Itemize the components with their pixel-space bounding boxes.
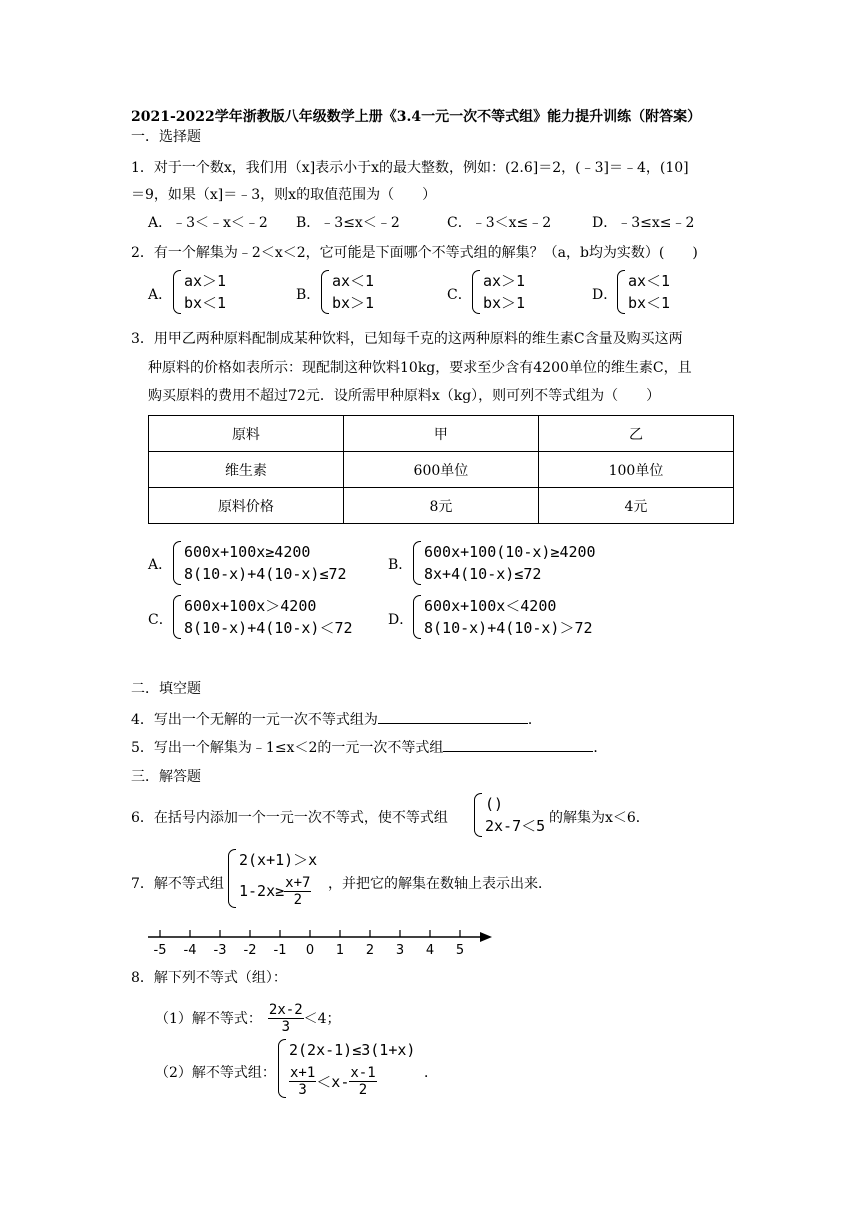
system-row: bx＜1 — [628, 294, 671, 312]
q8-part1 — [155, 1002, 341, 1035]
q2-stem: 2．有一个解集为﹣2＜x＜2，它可能是下面哪个不等式组的解集？（a，b均为实数）( ) — [131, 245, 698, 261]
q8-part1-post: ＜4； — [303, 1010, 341, 1027]
brace-icon — [472, 270, 480, 314]
system-row: 600x+100x≥4200 — [184, 543, 311, 561]
page-title: 2021-2022学年浙教版八年级数学上册《3.4一元一次不等式组》能力提升训练（附答案） — [131, 109, 702, 125]
q6-post: 的解集为x＜6． — [549, 810, 650, 826]
system-row-part: ＜x- — [316, 1072, 350, 1091]
table-row — [149, 416, 734, 452]
system-row — [239, 875, 317, 908]
system-row: bx＞1 — [332, 294, 375, 312]
brace-icon — [321, 270, 329, 314]
brace-icon — [173, 270, 181, 314]
number-line-tick-label: 5 — [455, 943, 465, 958]
number-line-tick-label: 0 — [305, 943, 315, 958]
q8-stem: 8．解下列不等式（组）： — [131, 970, 287, 986]
system-row: 8(10-x)+4(10-x)＜72 — [184, 619, 353, 637]
q3-option-c-label: C． — [148, 612, 173, 628]
fraction-numerator: x-1 — [350, 1065, 376, 1081]
system-row: ax＜1 — [628, 272, 671, 290]
q4-answer-blank[interactable] — [378, 709, 528, 724]
q2-option-a-label: A． — [148, 287, 173, 303]
number-line-tick-label: -4 — [183, 943, 197, 958]
q2-option-b-system — [321, 270, 374, 314]
brace-icon — [173, 541, 181, 585]
q3-option-a-system — [173, 541, 347, 585]
ingredient-table — [148, 415, 734, 524]
table-row — [149, 452, 734, 488]
number-line-tick-label: -2 — [243, 943, 257, 958]
fraction-denominator: 3 — [298, 1082, 307, 1098]
table-row — [149, 488, 734, 524]
system-row: 600x+100x＜4200 — [424, 597, 557, 615]
table-cell: 原料价格 — [149, 488, 344, 524]
system-row: 2x-7＜5 — [485, 817, 546, 835]
fraction-denominator: 2 — [358, 1082, 368, 1098]
number-line — [140, 926, 500, 960]
q1-option-b: B．﹣3≤x＜﹣2 — [296, 215, 400, 231]
q2-option-d-label: D． — [592, 287, 618, 303]
q5-answer-blank[interactable] — [443, 737, 593, 752]
table-cell: 100单位 — [538, 452, 733, 488]
system-row: 2(x+1)＞x — [239, 851, 318, 869]
brace-icon — [228, 849, 236, 908]
brace-icon — [413, 595, 421, 639]
q8-part1-pre: （1）解不等式： — [155, 1010, 262, 1027]
brace-icon — [413, 541, 421, 585]
q3-option-c-system — [173, 595, 353, 639]
q5-text: 5．写出一个解集为﹣1≤x＜2的一元一次不等式组 — [131, 740, 444, 756]
system-row: 8(10-x)+4(10-x)≤72 — [184, 565, 347, 583]
system-row: bx＜1 — [184, 294, 227, 312]
system-row: bx＞1 — [483, 294, 526, 312]
q1-option-d: D．﹣3≤x≤﹣2 — [592, 215, 695, 231]
brace-icon — [278, 1039, 286, 1098]
q5 — [131, 737, 607, 758]
number-line-tick-label: 3 — [395, 943, 405, 958]
fraction-numerator: x+7 — [285, 875, 311, 891]
q2-option-a-system — [173, 270, 226, 314]
q6-system — [474, 793, 545, 837]
fraction — [349, 1065, 376, 1098]
fraction-numerator: 2x-2 — [268, 1002, 303, 1018]
fraction — [284, 875, 311, 908]
brace-icon — [474, 793, 482, 837]
q3-option-d-system — [413, 595, 593, 639]
fraction-numerator: x+1 — [290, 1065, 316, 1081]
system-row: 8(10-x)+4(10-x)＞72 — [424, 619, 593, 637]
q7-system — [228, 849, 317, 908]
table-cell: 8元 — [343, 488, 538, 524]
section-answer-heading: 三．解答题 — [131, 769, 201, 785]
table-cell: 乙 — [538, 416, 733, 452]
fraction — [289, 1065, 316, 1098]
q3-line1: 3．用甲乙两种原料配制成某种饮料，已知每千克的这两种原料的维生素C含量及购买这两 — [131, 331, 683, 347]
q4 — [131, 709, 542, 730]
system-row: 8x+4(10-x)≤72 — [424, 565, 542, 583]
system-row-part: 1-2x≥ — [239, 882, 285, 900]
q4-text: 4．写出一个无解的一元一次不等式组为 — [131, 712, 378, 728]
system-row: ax＜1 — [332, 272, 375, 290]
q1-line1: 1．对于一个数x，我们用（x]表示小于x的最大整数，例如：(2.6]＝2，(﹣3]＝﹣4，(10] — [131, 160, 689, 176]
fraction-denominator: 2 — [293, 892, 303, 908]
fraction — [268, 1002, 304, 1035]
q7-post: ，并把它的解集在数轴上表示出来． — [328, 876, 552, 892]
number-line-tick-label: -5 — [153, 943, 167, 958]
q3-option-b-label: B． — [388, 557, 413, 573]
table-cell: 4元 — [538, 488, 733, 524]
number-line-tick-label: 4 — [425, 943, 435, 958]
q8-part2-system — [278, 1039, 415, 1098]
number-line-tick-label: -1 — [273, 943, 287, 958]
table-cell: 原料 — [149, 416, 344, 452]
q2-option-c-label: C． — [447, 287, 472, 303]
q2-option-c-system — [472, 270, 525, 314]
q8-part2-pre: （2）解不等式组： — [155, 1065, 276, 1081]
section-choice-heading: 一．选择题 — [131, 129, 201, 145]
q8-part2-post: ． — [424, 1065, 438, 1081]
table-cell: 600单位 — [343, 452, 538, 488]
q2-option-d-system — [617, 270, 670, 314]
q1-option-a: A．﹣3＜﹣x＜﹣2 — [148, 215, 268, 231]
q5-end: ． — [593, 740, 608, 756]
system-row: ax＞1 — [483, 272, 526, 290]
system-row: 600x+100(10-x)≥4200 — [424, 543, 596, 561]
q2-option-b-label: B． — [296, 287, 321, 303]
number-line-tick-label: 2 — [365, 943, 375, 958]
fraction-denominator: 3 — [281, 1019, 290, 1035]
q7-pre: 7．解不等式组 — [131, 876, 224, 892]
system-row: 2(2x-1)≤3(1+x) — [289, 1041, 416, 1059]
system-row: 600x+100x＞4200 — [184, 597, 317, 615]
q4-end: ． — [527, 712, 542, 728]
q1-option-c: C．﹣3＜x≤﹣2 — [447, 215, 552, 231]
table-cell: 维生素 — [149, 452, 344, 488]
table-cell: 甲 — [343, 416, 538, 452]
brace-icon — [173, 595, 181, 639]
q3-line3: 购买原料的费用不超过72元．设所需甲种原料x（kg），则可列不等式组为（ ） — [148, 388, 661, 404]
q6-pre: 6．在括号内添加一个一元一次不等式，使不等式组 — [131, 810, 448, 826]
number-line-tick-label: 1 — [335, 943, 345, 958]
system-row: ax＞1 — [184, 272, 227, 290]
arrow-right-icon — [480, 932, 492, 942]
section-fill-heading: 二．填空题 — [131, 681, 201, 697]
q3-option-b-system — [413, 541, 596, 585]
q3-option-a-label: A． — [148, 557, 173, 573]
brace-icon — [617, 270, 625, 314]
system-row — [289, 1065, 415, 1098]
system-row: () — [485, 795, 504, 813]
q3-option-d-label: D． — [388, 612, 414, 628]
number-line-tick-label: -3 — [213, 943, 227, 958]
q3-line2: 种原料的价格如表所示：现配制这种饮料10kg，要求至少含有4200单位的维生素C，且 — [148, 360, 692, 376]
q1-line2: ＝9，如果（x]＝﹣3，则x的取值范围为（ ） — [131, 187, 437, 203]
